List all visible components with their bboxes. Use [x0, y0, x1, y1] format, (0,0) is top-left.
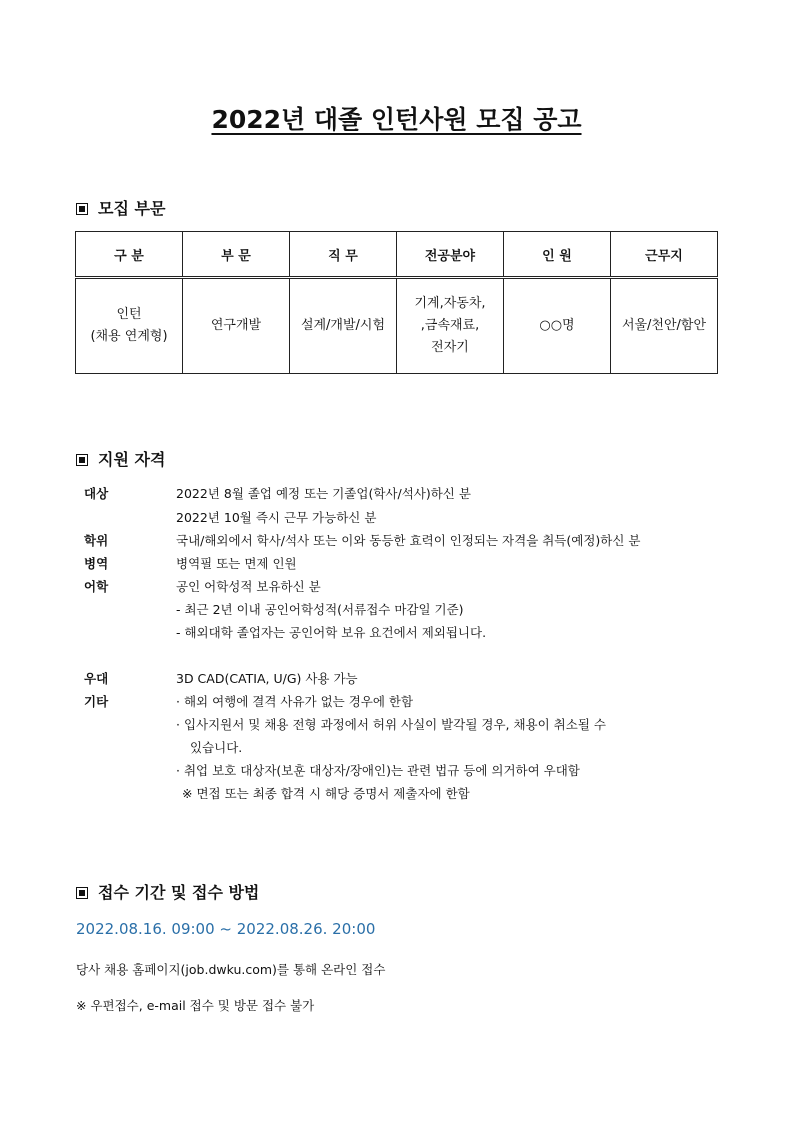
label-degree: 학위 [84, 533, 109, 548]
label-etc: 기타 [84, 694, 109, 709]
header-duty: 직 무 [290, 232, 397, 278]
header-location: 근무지 [611, 232, 718, 278]
section-recruit-heading: 모집 부문 [76, 196, 165, 219]
table-header-row [76, 232, 718, 278]
label-language: 어학 [84, 579, 109, 594]
application-note: ※ 우편접수, e-mail 접수 및 방문 접수 불가 [76, 998, 315, 1013]
cell-duty: 설계/개발/시험 [290, 278, 397, 374]
section-qualification-heading: 지원 자격 [76, 447, 165, 470]
header-division: 부 문 [183, 232, 290, 278]
label-military: 병역 [84, 556, 109, 571]
label-target: 대상 [84, 486, 109, 501]
square-bullet-icon [76, 887, 88, 899]
header-category: 구 분 [76, 232, 183, 278]
application-period: 2022.08.16. 09:00 ~ 2022.08.26. 20:00 [76, 920, 376, 938]
square-bullet-icon [76, 203, 88, 215]
header-major: 전공분야 [397, 232, 504, 278]
application-method: 당사 채용 홈페이지(job.dwku.com)를 통해 온라인 접수 [76, 962, 386, 977]
section-apply-heading: 접수 기간 및 접수 방법 [76, 880, 259, 903]
header-headcount: 인 원 [504, 232, 611, 278]
table-row [76, 278, 718, 374]
cell-major: 기계,자동차, ,금속재료, 전자기 [397, 278, 504, 374]
recruitment-table [75, 231, 718, 374]
cell-headcount: ○○명 [504, 278, 611, 374]
cell-category: 인턴 (채용 연계형) [76, 278, 183, 374]
cell-division: 연구개발 [183, 278, 290, 374]
label-preference: 우대 [84, 671, 109, 686]
square-bullet-icon [76, 454, 88, 466]
page-title: 2022년 대졸 인턴사원 모집 공고 [211, 105, 582, 134]
cell-location: 서울/천안/함안 [611, 278, 718, 374]
